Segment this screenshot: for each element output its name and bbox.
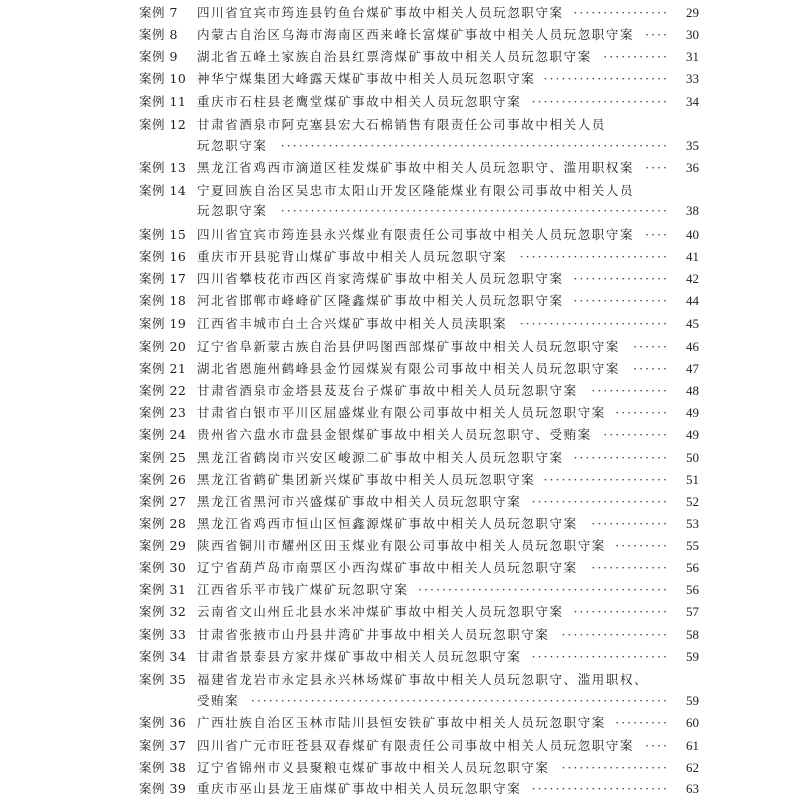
- toc-entry[interactable]: [139, 535, 699, 557]
- case-title: 江西省丰城市白土合兴煤矿事故中相关人员渎职案: [197, 316, 508, 331]
- case-number: 案例 18: [139, 293, 187, 308]
- toc-entry[interactable]: [139, 2, 699, 24]
- page-number: 57: [686, 604, 699, 619]
- leader-dots: ·········: [615, 538, 669, 553]
- page-number: 52: [686, 494, 699, 509]
- case-number: 案例 24: [139, 427, 187, 442]
- page-number: 34: [686, 94, 699, 109]
- case-number: 案例 11: [139, 94, 187, 109]
- case-number: 案例 19: [139, 316, 187, 331]
- case-number: 案例 22: [139, 383, 187, 398]
- case-title: 神华宁煤集团大峰露天煤矿事故中相关人员玩忽职守案: [197, 71, 536, 86]
- toc-entry[interactable]: [139, 712, 699, 734]
- page-number: 63: [686, 781, 699, 796]
- case-title: 贵州省六盘水市盘县金银煤矿事故中相关人员玩忽职守、受贿案: [197, 427, 592, 442]
- toc-entry[interactable]: [139, 180, 699, 202]
- case-number: 案例 27: [139, 494, 187, 509]
- leader-dots: ··················: [561, 760, 669, 775]
- page-number: 44: [686, 293, 699, 308]
- leader-dots: ·····················: [543, 71, 669, 86]
- toc-entry[interactable]: [139, 557, 699, 579]
- leader-dots: ················: [573, 5, 669, 20]
- case-title: 重庆市开县驼背山煤矿事故中相关人员玩忽职守案: [197, 249, 508, 264]
- page-number: 49: [686, 405, 699, 420]
- case-title: 宁夏回族自治区吴忠市太阳山开发区隆能煤业有限公司事故中相关人员: [197, 183, 635, 198]
- case-number: 案例 15: [139, 227, 187, 242]
- case-title: 玩忽职守案: [197, 138, 268, 153]
- leader-dots: ·············: [591, 560, 669, 575]
- page-number: 60: [686, 715, 699, 730]
- case-number: 案例 35: [139, 672, 187, 687]
- case-number: 案例 33: [139, 627, 187, 642]
- toc-entry[interactable]: [139, 224, 699, 246]
- leader-dots: ················: [573, 271, 669, 286]
- case-title: 辽宁省葫芦岛市南票区小西沟煤矿事故中相关人员玩忽职守案: [197, 560, 578, 575]
- toc-entry[interactable]: [139, 469, 699, 491]
- page-number: 59: [686, 693, 699, 708]
- case-number: 案例 16: [139, 249, 187, 264]
- toc-entry[interactable]: [139, 268, 699, 290]
- page-number: 50: [686, 450, 699, 465]
- leader-dots: ·············: [591, 516, 669, 531]
- leader-dots: ·······················: [531, 494, 669, 509]
- toc-entry[interactable]: [139, 646, 699, 668]
- toc-entry[interactable]: [139, 402, 699, 424]
- leader-dots: ·········: [615, 405, 669, 420]
- leader-dots: ···········: [603, 49, 669, 64]
- leader-dots: ······: [633, 361, 669, 376]
- page-number: 56: [686, 582, 699, 597]
- case-number: 案例 28: [139, 516, 187, 531]
- case-number: 案例 8: [139, 27, 178, 42]
- page-number: 53: [686, 516, 699, 531]
- toc-entry[interactable]: [139, 91, 699, 113]
- case-title: 陕西省铜川市耀州区田玉煤业有限公司事故中相关人员玩忽职守案: [197, 538, 606, 553]
- toc-entry[interactable]: [139, 735, 699, 757]
- page-number: 29: [686, 5, 699, 20]
- case-number: 案例 26: [139, 472, 187, 487]
- leader-dots: ················: [573, 604, 669, 619]
- case-title: 受贿案: [197, 693, 240, 708]
- page-number: 49: [686, 427, 699, 442]
- leader-dots: ·······················: [531, 94, 669, 109]
- case-number: 案例 30: [139, 560, 187, 575]
- page-number: 61: [686, 738, 699, 753]
- toc-entry[interactable]: [139, 513, 699, 535]
- page-number: 46: [686, 339, 699, 354]
- toc-entry[interactable]: [139, 624, 699, 646]
- case-title: 甘肃省张掖市山丹县井湾矿井事故中相关人员玩忽职守案: [197, 627, 550, 642]
- case-title: 甘肃省酒泉市阿克塞县宏大石棉销售有限责任公司事故中相关人员: [197, 117, 606, 132]
- case-title: 黑龙江省鹤岗市兴安区峻源二矿事故中相关人员玩忽职守案: [197, 450, 564, 465]
- leader-dots: ·························: [519, 249, 669, 264]
- toc-entry[interactable]: [139, 200, 699, 222]
- toc-entry[interactable]: [139, 447, 699, 469]
- toc-entry[interactable]: [139, 68, 699, 90]
- leader-dots: ·······················: [531, 781, 669, 796]
- toc-entry[interactable]: [139, 246, 699, 268]
- toc-entry[interactable]: [139, 380, 699, 402]
- case-number: 案例 10: [139, 71, 187, 86]
- leader-dots: ················: [573, 450, 669, 465]
- case-title: 黑龙江省鹤矿集团新兴煤矿事故中相关人员玩忽职守案: [197, 472, 536, 487]
- case-title: 甘肃省景泰县方家井煤矿事故中相关人员玩忽职守案: [197, 649, 522, 664]
- page-number: 47: [686, 361, 699, 376]
- case-title: 甘肃省酒泉市金塔县芨芨台子煤矿事故中相关人员玩忽职守案: [197, 383, 578, 398]
- page-number: 42: [686, 271, 699, 286]
- case-title: 辽宁省锦州市义县聚粮屯煤矿事故中相关人员玩忽职守案: [197, 760, 550, 775]
- case-title: 重庆市巫山县龙王庙煤矿事故中相关人员玩忽职守案: [197, 781, 522, 796]
- case-number: 案例 7: [139, 5, 178, 20]
- leader-dots: ·································································: [280, 138, 669, 153]
- leader-dots: ·····················: [543, 472, 669, 487]
- page-number: 55: [686, 538, 699, 553]
- page-number: 45: [686, 316, 699, 331]
- toc-entry[interactable]: [139, 46, 699, 68]
- case-title: 湖北省五峰土家族自治县红票湾煤矿事故中相关人员玩忽职守案: [197, 49, 592, 64]
- leader-dots: ·························: [519, 316, 669, 331]
- leader-dots: ····: [645, 227, 669, 242]
- toc-entry[interactable]: [139, 601, 699, 623]
- page-number: 58: [686, 627, 699, 642]
- toc-entry[interactable]: [139, 690, 699, 712]
- case-title: 黑龙江省鸡西市滴道区桂发煤矿事故中相关人员玩忽职守、滥用职权案: [197, 160, 635, 175]
- case-title: 四川省攀枝花市西区肖家湾煤矿事故中相关人员玩忽职守案: [197, 271, 564, 286]
- case-title: 四川省宜宾市筠连县永兴煤业有限责任公司事故中相关人员玩忽职守案: [197, 227, 635, 242]
- page-number: 41: [686, 249, 699, 264]
- leader-dots: ··················: [561, 627, 669, 642]
- case-title: 内蒙古自治区乌海市海南区西来峰长富煤矿事故中相关人员玩忽职守案: [197, 27, 635, 42]
- case-title: 玩忽职守案: [197, 203, 268, 218]
- case-title: 江西省乐平市钱广煤矿玩忽职守案: [197, 582, 409, 597]
- case-title: 四川省宜宾市筠连县钓鱼台煤矿事故中相关人员玩忽职守案: [197, 5, 564, 20]
- leader-dots: ····: [645, 738, 669, 753]
- case-title: 四川省广元市旺苍县双春煤矿有限责任公司事故中相关人员玩忽职守案: [197, 738, 635, 753]
- case-number: 案例 32: [139, 604, 187, 619]
- leader-dots: ······: [633, 339, 669, 354]
- toc-entry[interactable]: [139, 358, 699, 380]
- case-title: 广西壮族自治区玉林市陆川县恒安铁矿事故中相关人员玩忽职守案: [197, 715, 606, 730]
- leader-dots: ······································································: [250, 693, 669, 708]
- page-number: 59: [686, 649, 699, 664]
- leader-dots: ················: [573, 293, 669, 308]
- leader-dots: ·············: [591, 383, 669, 398]
- case-number: 案例 31: [139, 582, 187, 597]
- leader-dots: ··········································: [418, 582, 669, 597]
- case-number: 案例 25: [139, 450, 187, 465]
- page-number: 51: [686, 472, 699, 487]
- leader-dots: ·······················: [531, 649, 669, 664]
- case-title: 河北省邯郸市峰峰矿区隆鑫煤矿事故中相关人员玩忽职守案: [197, 293, 564, 308]
- case-title: 辽宁省阜新蒙古族自治县伊吗图西部煤矿事故中相关人员玩忽职守案: [197, 339, 621, 354]
- leader-dots: ·································································: [280, 203, 669, 218]
- case-number: 案例 12: [139, 117, 187, 132]
- toc-entry[interactable]: [139, 424, 699, 446]
- case-number: 案例 23: [139, 405, 187, 420]
- case-title: 湖北省恩施州鹤峰县金竹园煤炭有限公司事故中相关人员玩忽职守案: [197, 361, 621, 376]
- toc-entry[interactable]: [139, 491, 699, 513]
- toc-entry[interactable]: [139, 579, 699, 601]
- case-title: 黑龙江省鸡西市恒山区恒鑫源煤矿事故中相关人员玩忽职守案: [197, 516, 578, 531]
- page-number: 38: [686, 203, 699, 218]
- toc-entry[interactable]: [139, 24, 699, 46]
- case-number: 案例 21: [139, 361, 187, 376]
- case-number: 案例 36: [139, 715, 187, 730]
- toc-entry[interactable]: [139, 114, 699, 136]
- case-number: 案例 34: [139, 649, 187, 664]
- case-number: 案例 14: [139, 183, 187, 198]
- case-title: 福建省龙岩市永定县永兴林场煤矿事故中相关人员玩忽职守、滥用职权、: [197, 672, 649, 687]
- page-number: 35: [686, 138, 699, 153]
- page-number: 48: [686, 383, 699, 398]
- toc-entry[interactable]: [139, 669, 699, 691]
- toc-entry[interactable]: [139, 757, 699, 779]
- case-number: 案例 29: [139, 538, 187, 553]
- case-title: 黑龙江省黑河市兴盛煤矿事故中相关人员玩忽职守案: [197, 494, 522, 509]
- toc-entry[interactable]: [139, 313, 699, 335]
- toc-entry[interactable]: [139, 290, 699, 312]
- case-number: 案例 39: [139, 781, 187, 796]
- case-number: 案例 9: [139, 49, 178, 64]
- case-number: 案例 17: [139, 271, 187, 286]
- toc-entry[interactable]: [139, 135, 699, 157]
- case-number: 案例 38: [139, 760, 187, 775]
- page-number: 33: [686, 71, 699, 86]
- page-number: 56: [686, 560, 699, 575]
- page-number: 31: [686, 49, 699, 64]
- case-title: 云南省文山州丘北县水米冲煤矿事故中相关人员玩忽职守案: [197, 604, 564, 619]
- case-number: 案例 20: [139, 339, 187, 354]
- leader-dots: ·········: [615, 715, 669, 730]
- leader-dots: ····: [645, 27, 669, 42]
- toc-entry[interactable]: [139, 157, 699, 179]
- case-title: 甘肃省白银市平川区屈盛煤业有限公司事故中相关人员玩忽职守案: [197, 405, 606, 420]
- case-number: 案例 37: [139, 738, 187, 753]
- page-number: 36: [686, 160, 699, 175]
- toc-entry[interactable]: [139, 336, 699, 358]
- leader-dots: ····: [645, 160, 669, 175]
- case-title: 重庆市石柱县老鹰堂煤矿事故中相关人员玩忽职守案: [197, 94, 522, 109]
- toc-entry[interactable]: [139, 778, 699, 800]
- leader-dots: ···········: [603, 427, 669, 442]
- page-number: 30: [686, 27, 699, 42]
- page-number: 40: [686, 227, 699, 242]
- page-number: 62: [686, 760, 699, 775]
- case-number: 案例 13: [139, 160, 187, 175]
